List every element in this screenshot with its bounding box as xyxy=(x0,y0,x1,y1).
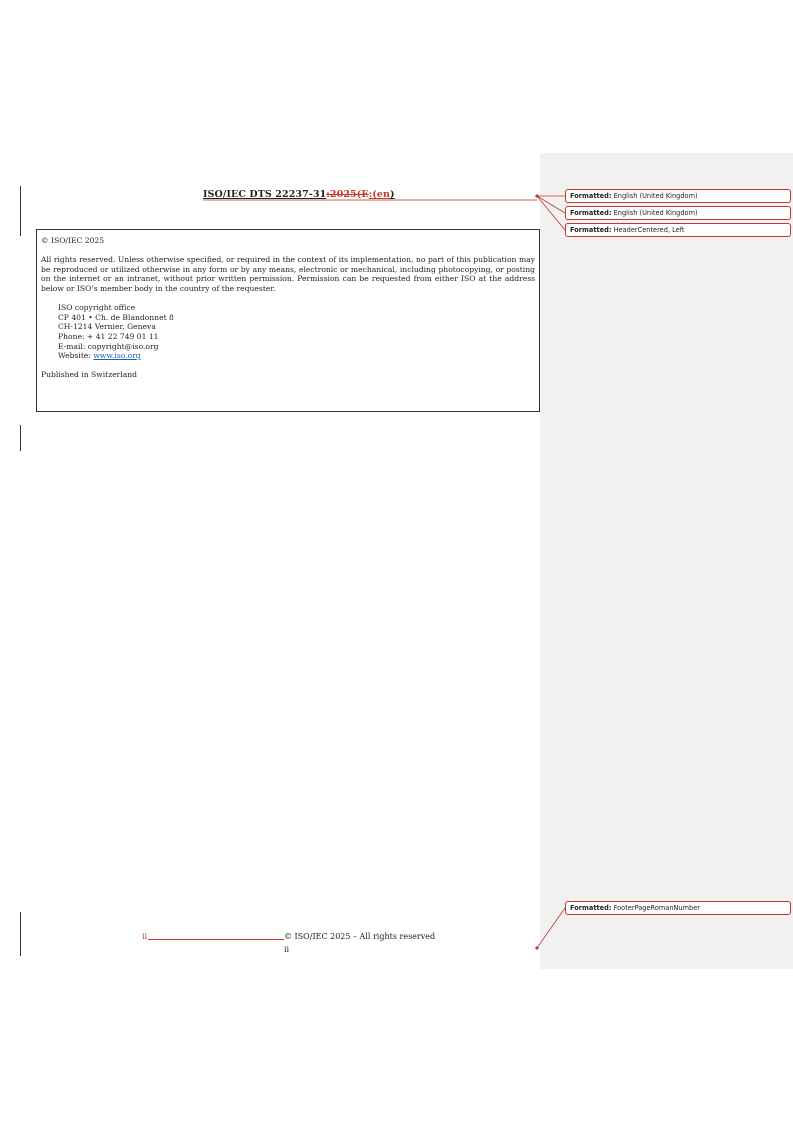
header-title-text: ISO/IEC DTS 22237-31 xyxy=(203,189,327,200)
header-title-inserted: :(en xyxy=(368,189,391,200)
comment-text: FooterPageRomanNumber xyxy=(613,904,700,912)
rights-paragraph: All rights reserved. Unless otherwise specified, or required in the context of its implementation, no part of this publication may be reproduced or utilized otherwise in any form or by any means, electronic or mechanical, including photocopying, or posting on the internet or an intranet, without prior written permission. Permission can be requested from either ISO at the address below or ISO’s member body in the country of the requester. xyxy=(41,255,535,293)
comment-text: English (United Kingdom) xyxy=(613,192,698,200)
website-line xyxy=(58,351,535,361)
copyright-notice-box xyxy=(36,229,540,412)
website-label: Website: xyxy=(58,351,94,361)
comment-balloon[interactable] xyxy=(565,223,791,237)
comment-balloon[interactable] xyxy=(565,189,791,203)
comment-text: English (United Kingdom) xyxy=(613,209,698,217)
comment-label: Formatted: xyxy=(570,226,612,234)
website-link[interactable]: www.iso.org xyxy=(93,351,141,361)
office-name: ISO copyright office xyxy=(58,303,136,313)
comment-balloon[interactable] xyxy=(565,901,791,915)
address-block xyxy=(41,303,535,361)
address-line: CP 401 • Ch. de Blandonnet 8 xyxy=(58,312,174,322)
header-title-close: ) xyxy=(390,189,395,200)
footer-page-number-deleted: ii xyxy=(142,932,148,941)
comment-label: Formatted: xyxy=(570,904,612,912)
comment-balloon[interactable] xyxy=(565,206,791,220)
footer-page-number: ii xyxy=(284,945,290,954)
copyright-line: © ISO/IEC 2025 xyxy=(41,236,105,245)
phone-line: Phone: + 41 22 749 01 11 xyxy=(58,331,159,341)
email-line: E-mail: copyright@iso.org xyxy=(58,341,159,351)
footer-revision-line xyxy=(148,939,284,940)
comment-label: Formatted: xyxy=(570,209,612,217)
comment-label: Formatted: xyxy=(570,192,612,200)
published-line: Published in Switzerland xyxy=(41,370,138,380)
header-title-deleted: :2025(E xyxy=(326,189,369,200)
address-line: CH-1214 Vernier, Geneva xyxy=(58,322,156,332)
footer-copyright: © ISO/IEC 2025 – All rights reserved xyxy=(284,932,436,941)
document-header-title xyxy=(203,189,395,200)
comment-text: HeaderCentered, Left xyxy=(613,226,685,234)
